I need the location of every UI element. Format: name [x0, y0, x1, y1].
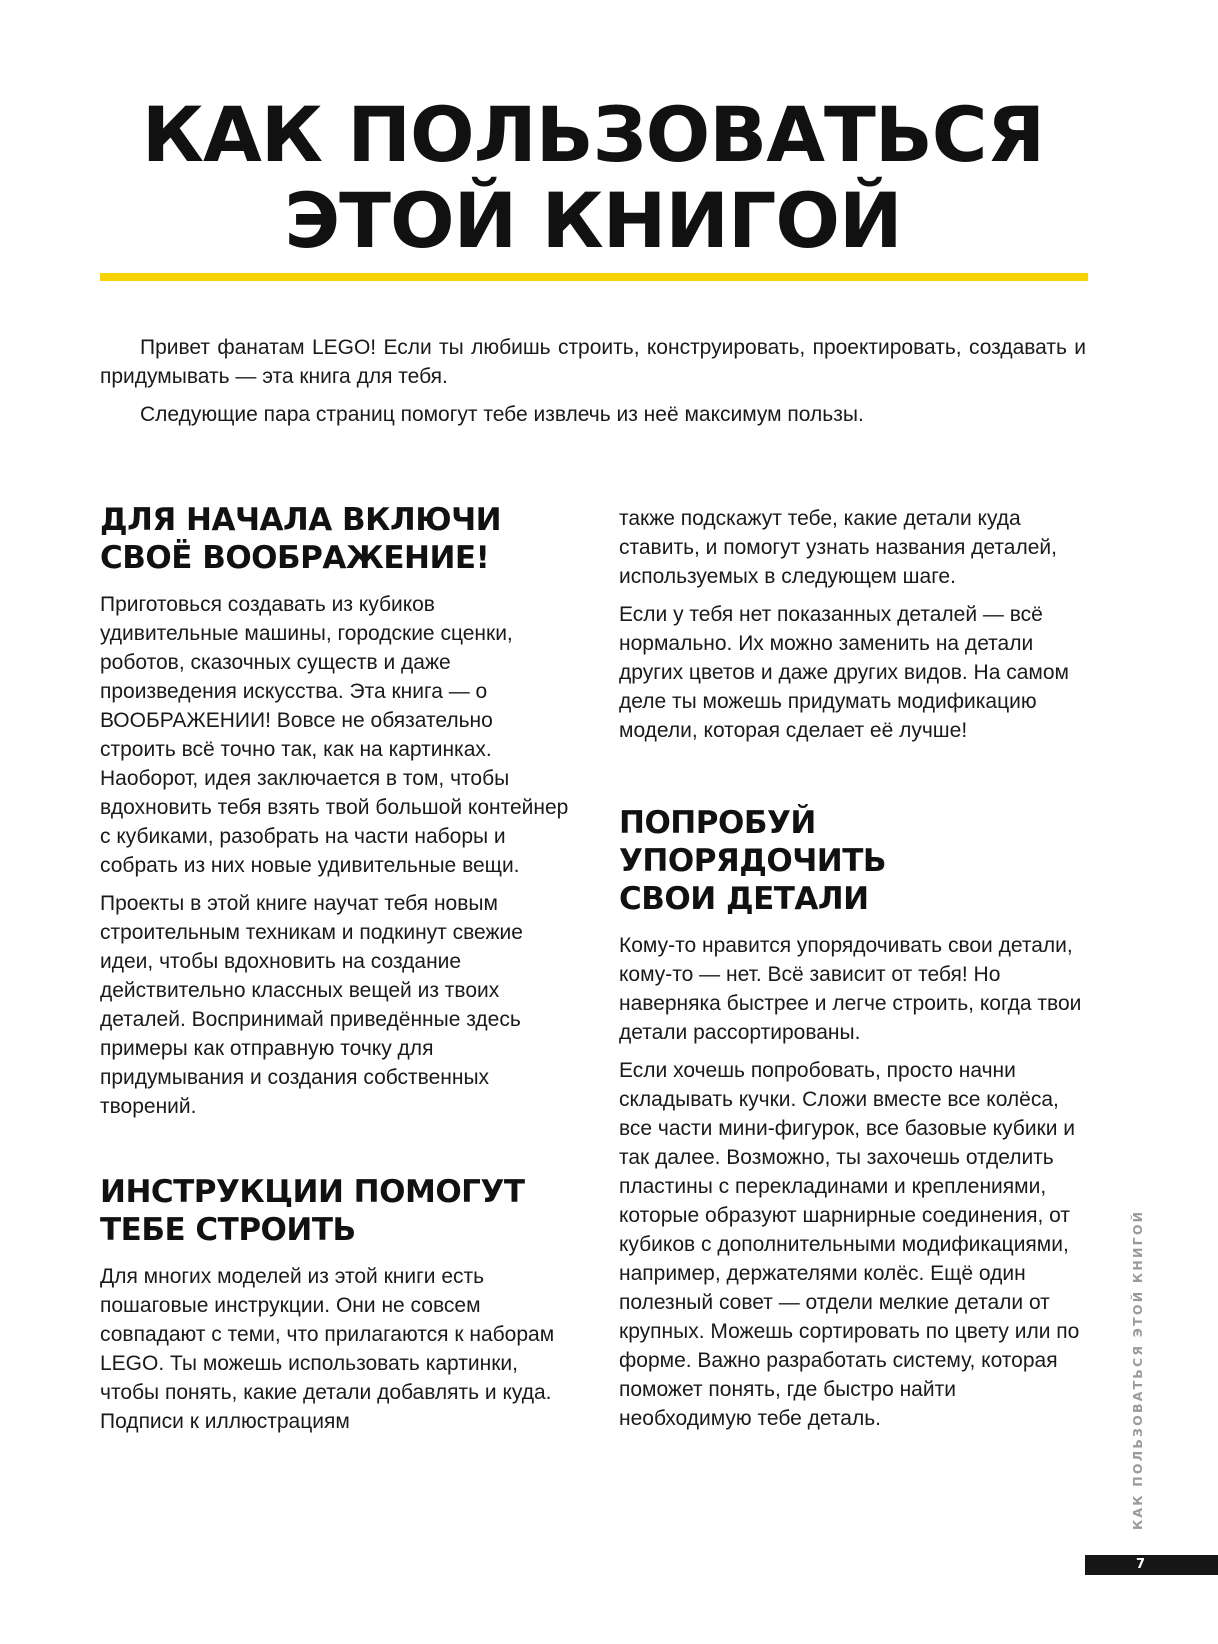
title-underline-rule: [100, 273, 1088, 281]
intro: [100, 333, 1086, 438]
imagination-paragraph-2: Проекты в этой книге научат тебя новым строительным техникам и подкинут свежие идеи, чтобы вдохновить на создание действительно классных вещей из твоих деталей. Воспринимай приведённые здесь примеры как отправную точку для придумывания и создания собственных творений.: [100, 892, 523, 1118]
section-heading-line: ИНСТРУКЦИИ ПОМОГУТ: [100, 1174, 525, 1210]
section-heading-line: СВОИ ДЕТАЛИ: [619, 881, 869, 917]
running-side-label: КАК ПОЛЬЗОВАТЬСЯ ЭТОЙ КНИГОЙ: [1130, 1209, 1145, 1530]
section-heading-line: ТЕБЕ СТРОИТЬ: [100, 1212, 356, 1248]
section-heading-line: ДЛЯ НАЧАЛА ВКЛЮЧИ: [100, 502, 502, 538]
section-spacer: [100, 1130, 570, 1173]
left-column: [100, 501, 570, 1445]
section-spacer: [619, 754, 1089, 804]
instructions-paragraph-1-continued: также подскажут тебе, какие детали куда ставить, и помогут узнать названия деталей, используемых в следующем шаге.: [619, 507, 1057, 588]
page-title: [100, 92, 1086, 264]
instructions-paragraph-1: Для многих моделей из этой книги есть пошаговые инструкции. Они не совсем совпадают с теми, что прилагаются к наборам LEGO. Ты можешь использовать картинки, чтобы понять, какие детали добавлять и куда. Подписи к иллюстрациям: [100, 1265, 555, 1433]
right-column: [619, 504, 1089, 1442]
page-title-line-2: ЭТОЙ КНИГОЙ: [284, 176, 902, 265]
section-heading-instructions: [100, 1173, 570, 1249]
organize-paragraph-2: Если хочешь попробовать, просто начни складывать кучки. Сложи вместе все колёса, все части мини-фигурок, все базовые кубики и так далее. Возможно, ты захочешь отделить пластины с перекладинами и креплениями, которые образуют шарнирные соединения, от кубиков с дополнительными модификациями, например, держателями колёс. Ещё один полезный совет — отдели мелкие детали от крупных. Можешь сортировать по цвету или по форме. Важно разработать систему, которая поможет понять, где быстро найти необходимую тебе деталь.: [619, 1059, 1080, 1430]
intro-paragraph-1: Привет фанатам LEGO! Если ты любишь строить, конструировать, проектировать, создавать и придумывать — эта книга для тебя.: [100, 336, 1086, 388]
page-title-line-1: КАК ПОЛЬЗОВАТЬСЯ: [141, 90, 1045, 179]
section-heading-organize: [619, 804, 1089, 918]
page-number: 7: [1136, 1557, 1146, 1572]
instructions-paragraph-2: Если у тебя нет показанных деталей — всё нормально. Их можно заменить на детали других цветов и даже других видов. На самом деле ты можешь придумать модификацию модели, которая сделает её лучше!: [619, 603, 1069, 742]
section-heading-imagination: [100, 501, 570, 577]
intro-paragraph-2: Следующие пара страниц помогут тебе извлечь из неё максимум пользы.: [140, 403, 864, 426]
organize-paragraph-1: Кому-то нравится упорядочивать свои детали, кому-то — нет. Всё зависит от тебя! Но наверняка быстрее и легче строить, когда твои детали рассортированы.: [619, 934, 1082, 1044]
imagination-paragraph-1: Приготовься создавать из кубиков удивительные машины, городские сценки, роботов, сказочных существ и даже произведения искусства. Эта книга — о ВООБРАЖЕНИИ! Вовсе не обязательно строить всё точно так, как на картинках. Наоборот, идея заключается в том, чтобы вдохновить тебя взять твой большой контейнер с кубиками, разобрать на части наборы и собрать из них новые удивительные вещи.: [100, 593, 569, 877]
page-number-bar: [1085, 1555, 1218, 1575]
section-heading-line: СВОЁ ВООБРАЖЕНИЕ!: [100, 540, 490, 576]
section-heading-line: ПОПРОБУЙ УПОРЯДОЧИТЬ: [619, 805, 887, 879]
